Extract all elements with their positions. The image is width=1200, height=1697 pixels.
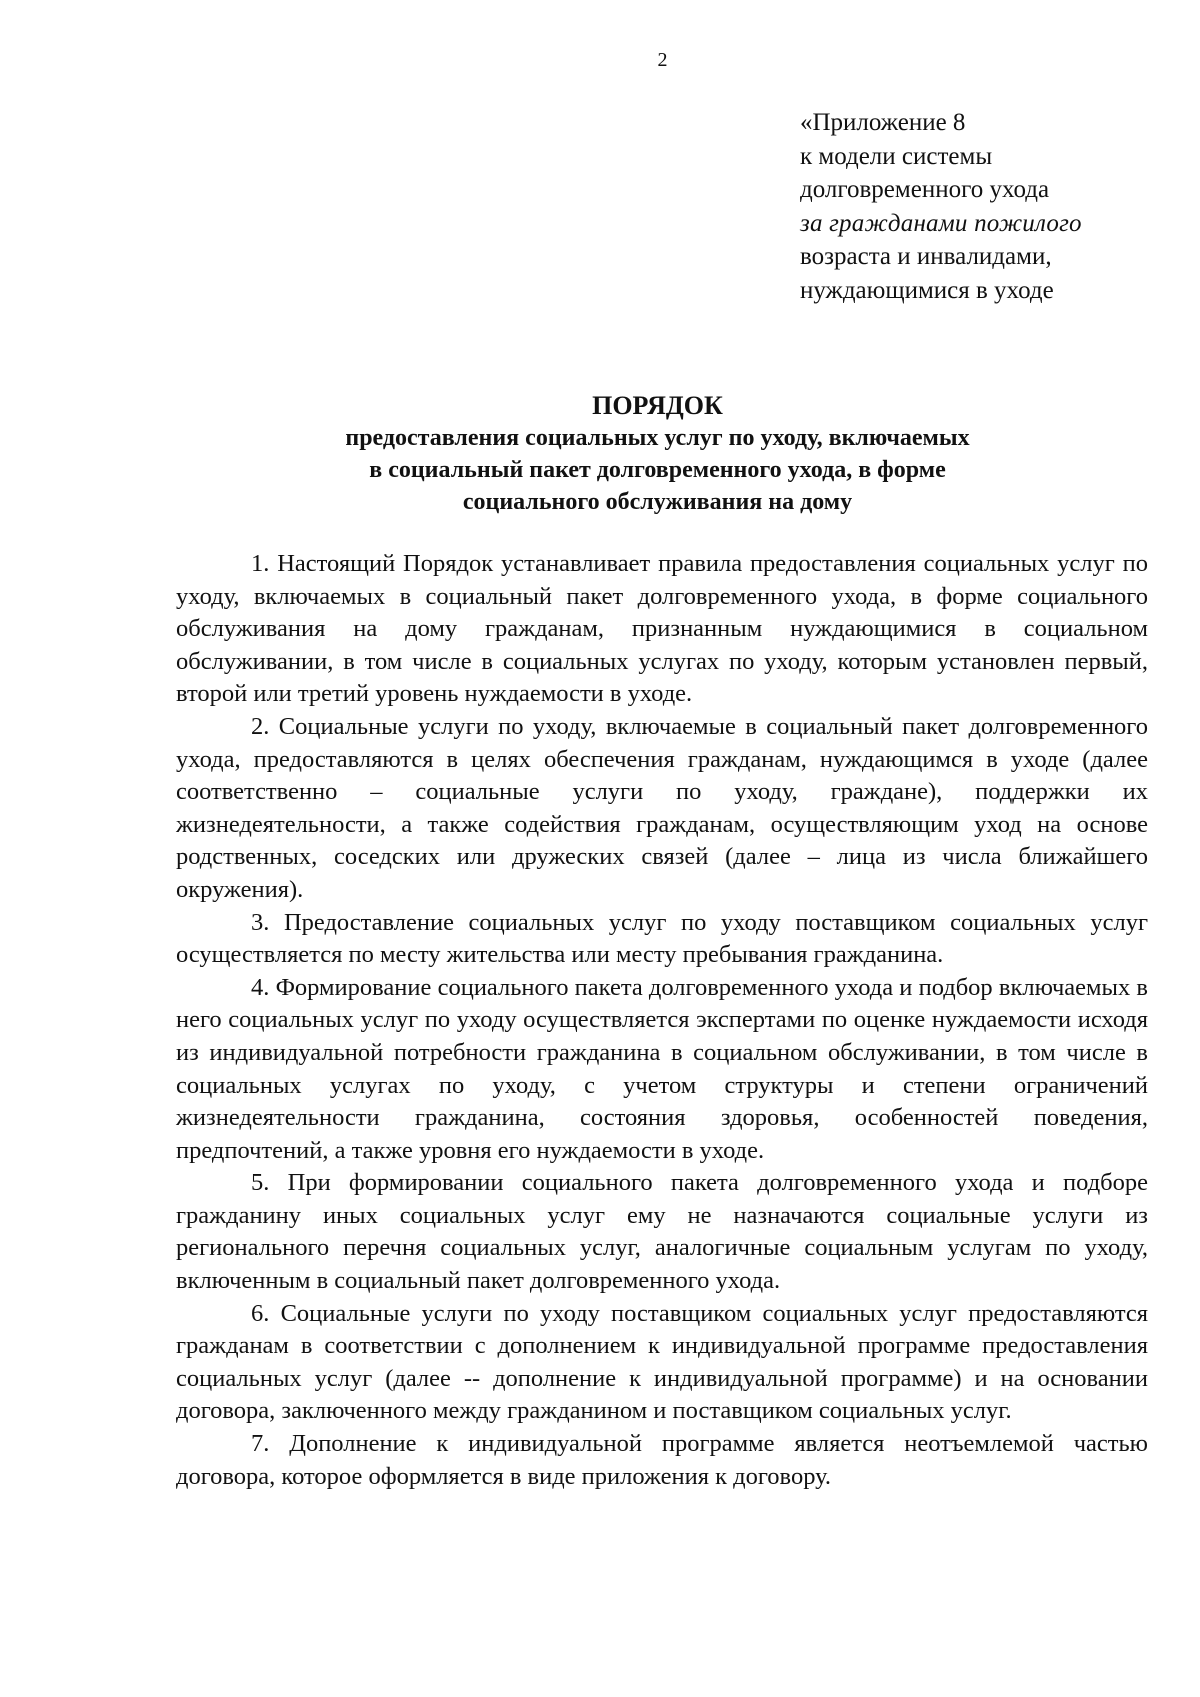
document-subtitle-line: социального обслуживания на дому xyxy=(462,489,853,515)
page-number: 2 xyxy=(657,49,668,71)
document-body xyxy=(176,548,1148,1493)
document-subtitle-line: предоставления социальных услуг по уходу, включаемых xyxy=(345,425,970,451)
appendix-line: нуждающимися в уходе xyxy=(800,276,1054,304)
paragraph-2: 2. Социальные услуги по уходу, включаемые в социальный пакет долговременного ухода, предоставляются в целях обеспечения гражданам, нуждающимся в уходе (далее соответственно – социальные услуги по уходу, граждане), поддержки их жизнедеятельности, а также содействия гражданам, осуществляющим уход на основе родственных, соседских или дружеских связей (далее – лица из числа ближайшего окружения). xyxy=(176,712,1148,903)
appendix-line: возраста и инвалидами, xyxy=(800,243,1052,270)
paragraph-3: 3. Предоставление социальных услуг по уходу поставщиком социальных услуг осуществляется по месту жительства или месту пребывания гражданина. xyxy=(176,908,1148,969)
paragraph-5: 5. При формировании социального пакета долговременного ухода и подборе гражданину иных социальных услуг ему не назначаются социальные услуги из регионального перечня социальных услуг, аналогичные социальным услугам по уходу, включенным в социальный пакет долговременного ухода. xyxy=(176,1169,1148,1295)
appendix-line: за гражданами пожилого xyxy=(800,209,1082,237)
appendix-reference xyxy=(800,106,1160,307)
appendix-line: долговременного ухода xyxy=(800,176,1050,203)
paragraph-7: 7. Дополнение к индивидуальной программе является неотъемлемой частью договора, которое оформляется в виде приложения к договору. xyxy=(176,1430,1148,1490)
appendix-line: к модели системы xyxy=(800,142,993,170)
appendix-line: «Приложение 8 xyxy=(800,109,966,136)
document-subtitle-line: в социальный пакет долговременного ухода, в форме xyxy=(369,457,946,483)
paragraph-1: 1. Настоящий Порядок устанавливает правила предоставления социальных услуг по уходу, включаемых в социальный пакет долговременного ухода, в форме социального обслуживания на дому гражданам, признанным нуждающимися в социальном обслуживании, в том числе в социальных услугах по уходу, которым установлен первый, второй или третий уровень нуждаемости в уходе. xyxy=(176,550,1148,708)
document-title-block xyxy=(170,390,1145,518)
paragraph-6: 6. Социальные услуги по уходу поставщиком социальных услуг предоставляются гражданам в соответствии с дополнением к индивидуальной программе предоставления социальных услуг (далее -- дополнение к индивидуальной программе) и на основании договора, заключенного между гражданином и поставщиком социальных услуг. xyxy=(176,1299,1148,1425)
paragraph-4: 4. Формирование социального пакета долговременного ухода и подбор включаемых в него социальных услуг по уходу осуществляется экспертами по оценке нуждаемости исходя из индивидуальной потребности гражданина в социальном обслуживании, в том числе в социальных услугах по уходу, с учетом структуры и степени ограничений жизнедеятельности гражданина, состояния здоровья, особенностей поведения, предпочтений, а также уровня его нуждаемости в уходе. xyxy=(176,973,1148,1164)
document-title: ПОРЯДОК xyxy=(592,391,723,420)
